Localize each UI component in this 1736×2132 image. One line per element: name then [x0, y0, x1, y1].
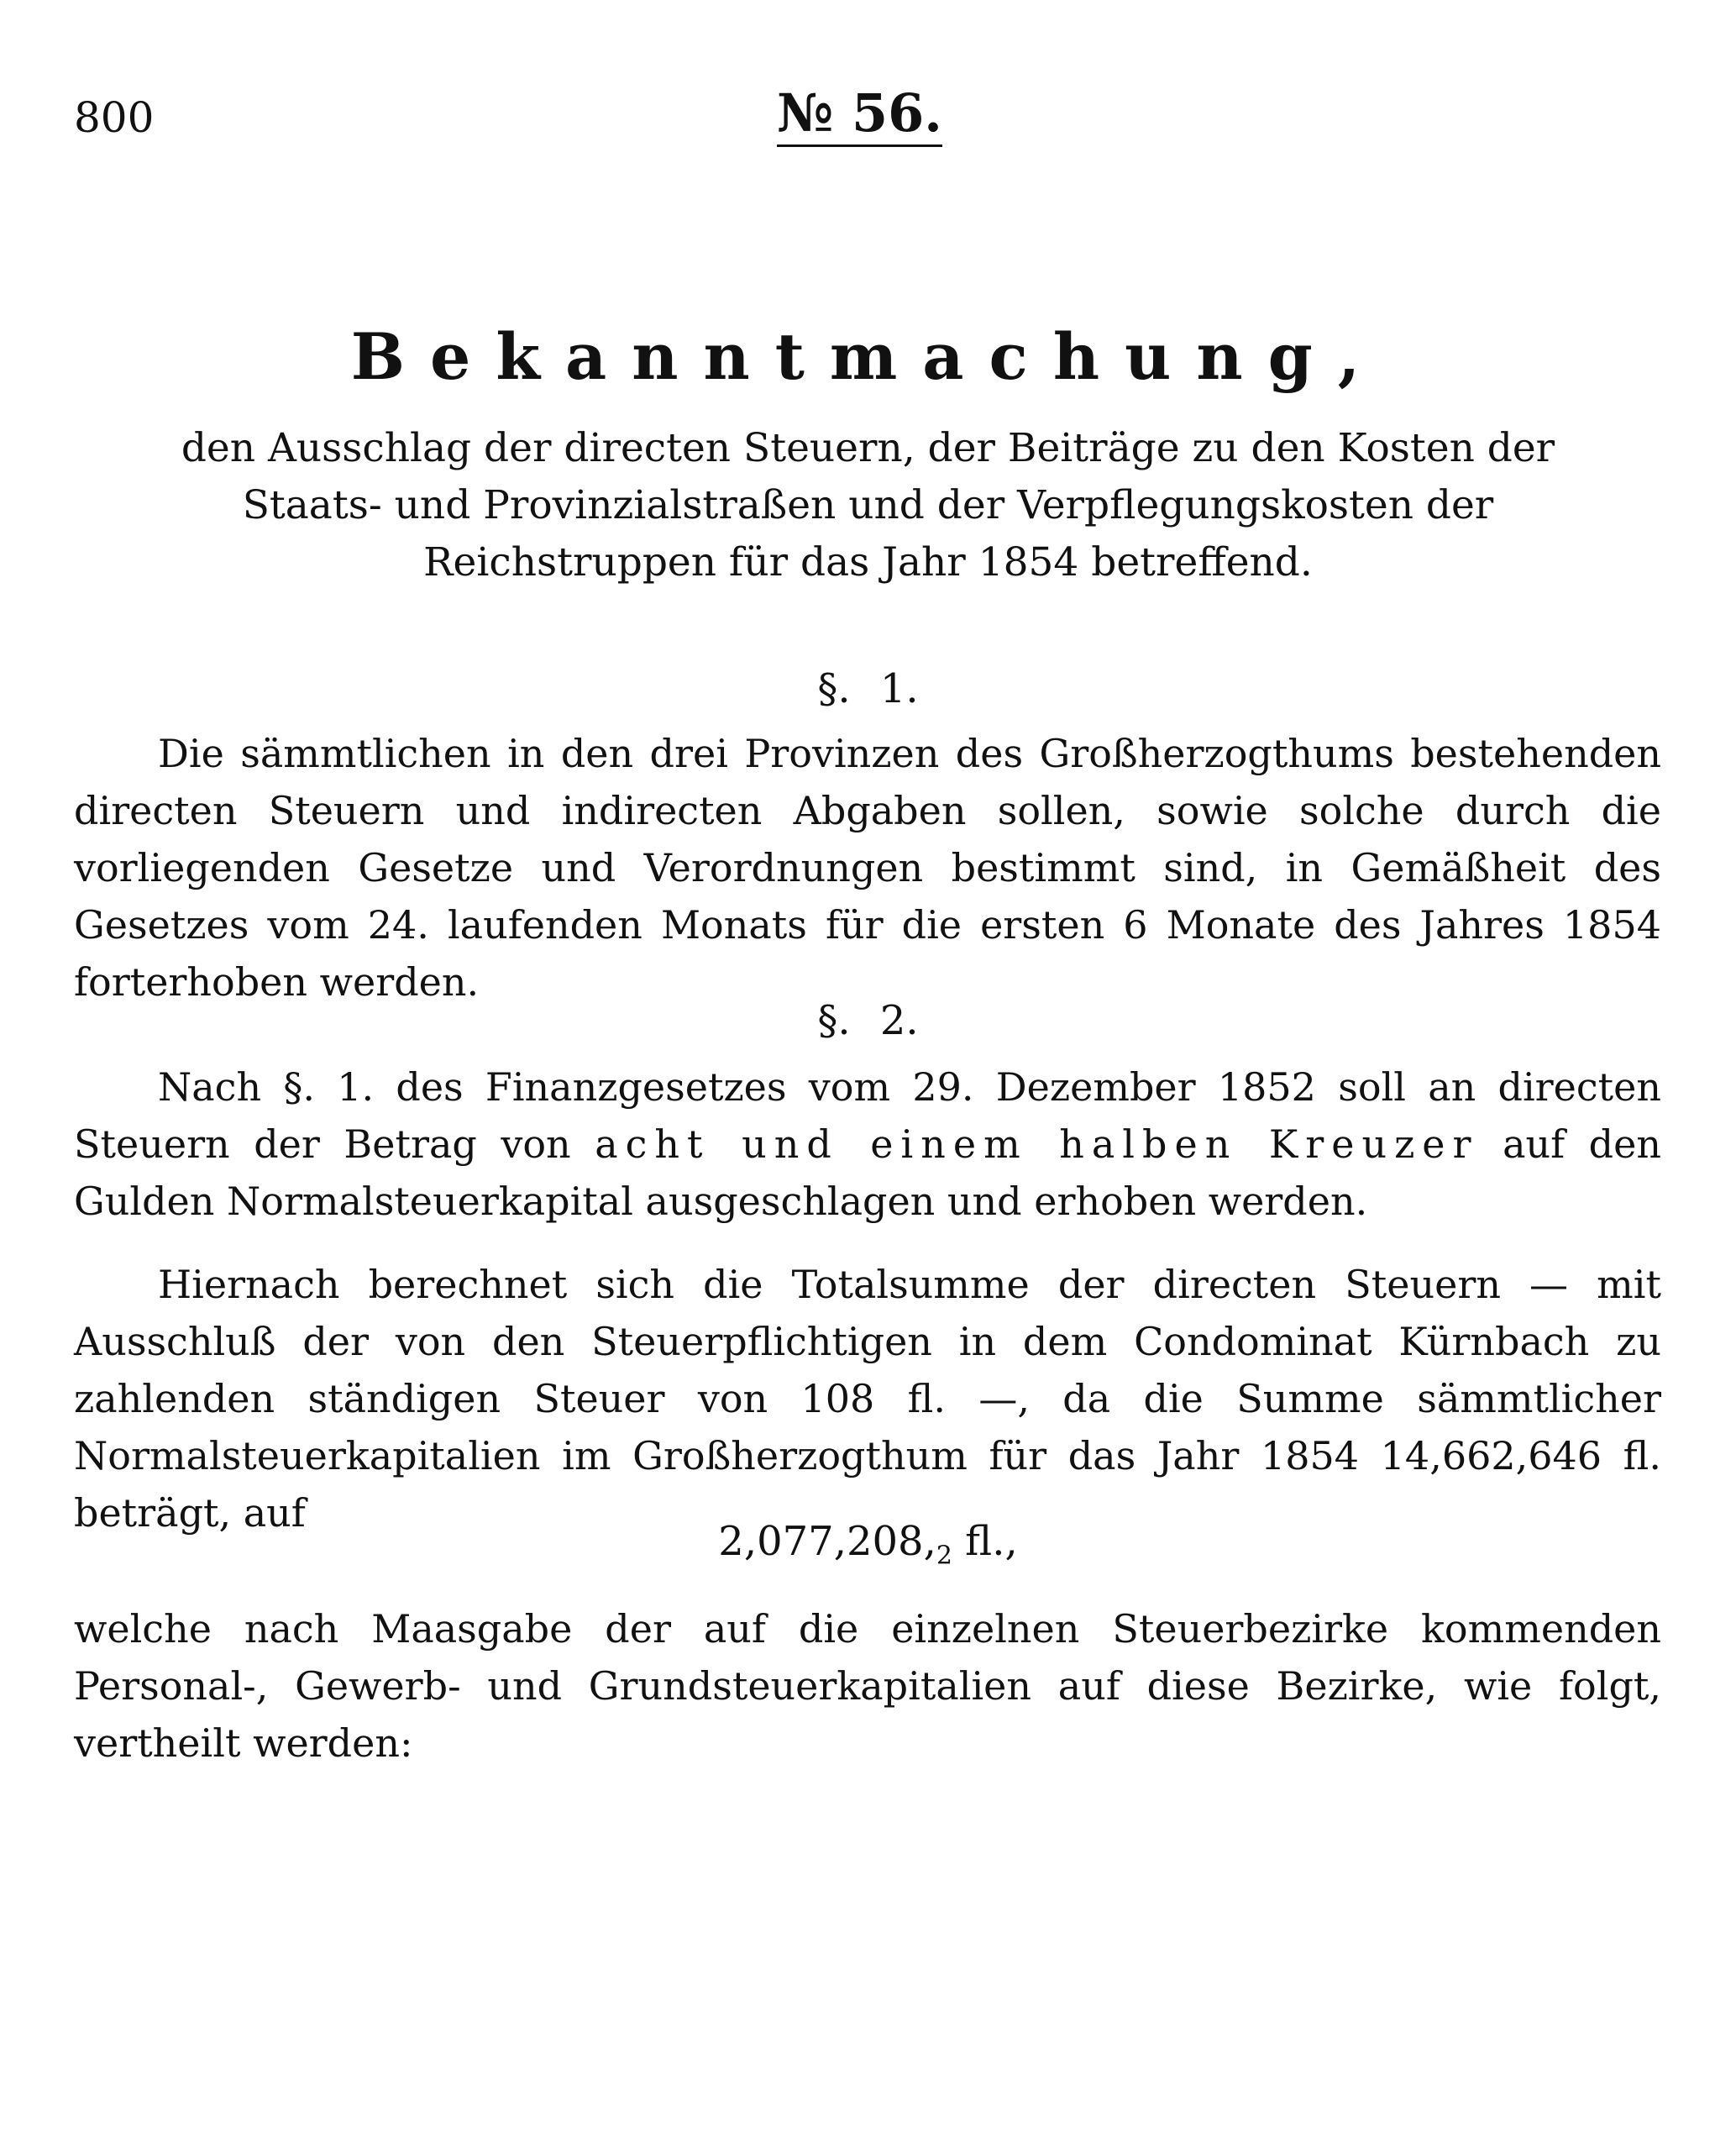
document-subtitle: den Ausschlag der directen Steuern, der Beiträge zu den Kosten der Staats- und Provinzialstraßen und der Verpflegungskosten der Reichstruppen für das Jahr 1854 betreffend. [181, 425, 1555, 586]
document-title: Bekanntmachung, [350, 319, 1386, 394]
spaced-emphasis: acht und einem halben Kreuzer [595, 1121, 1479, 1167]
page-number: 800 [74, 93, 155, 142]
issue-number: № 56. [777, 84, 942, 147]
section-2-heading: §. 2. [817, 997, 919, 1044]
total-sum [0, 1516, 1736, 1582]
section-1-heading: §. 1. [817, 665, 919, 712]
section-2-paragraph-2: Hiernach berechnet sich die Totalsumme der directen Steuern — mit Ausschluß der von den Steuerpflichtigen in dem Condominat Kürnbach zu zahlenden ständigen Steuer von 108 fl. —, da die Summe sämmtlicher Normalsteuerkapitalien im Großherzogthum für das Jahr 1854 14,662,646 fl. beträgt, auf [74, 1262, 1661, 1536]
sum-unit: fl., [952, 1518, 1018, 1565]
section-2-paragraph-3: welche nach Maasgabe der auf die einzelnen Steuerbezirke kommenden Personal-, Gewerb- und Grundsteuerkapitalien auf diese Bezirke, wie folgt, vertheilt werden: [74, 1606, 1661, 1766]
paragraph-text: Nach §. 1. des Finanzgesetzes vom 29. Dezember 1852 soll an directen Steuern der Betrag von [74, 1064, 1661, 1167]
sum-value: 2,077,208, [718, 1518, 936, 1565]
section-2-paragraph-1 [74, 1058, 1661, 1230]
section-1-paragraph: Die sämmtlichen in den drei Provinzen des Großherzogthums bestehenden directen Steuern und indirecten Abgaben sollen, sowie solche durch die vorliegenden Gesetze und Verordnungen bestimmt sind, in Gemäßheit des Gesetzes vom 24. laufenden Monats für die ersten 6 Monate des Jahres 1854 forterhoben werden. [74, 731, 1661, 1005]
paragraph-text: auf den Gulden Normalsteuerkapital ausgeschlagen und erhoben werden. [74, 1121, 1661, 1224]
sum-decimal: 2 [936, 1541, 952, 1571]
